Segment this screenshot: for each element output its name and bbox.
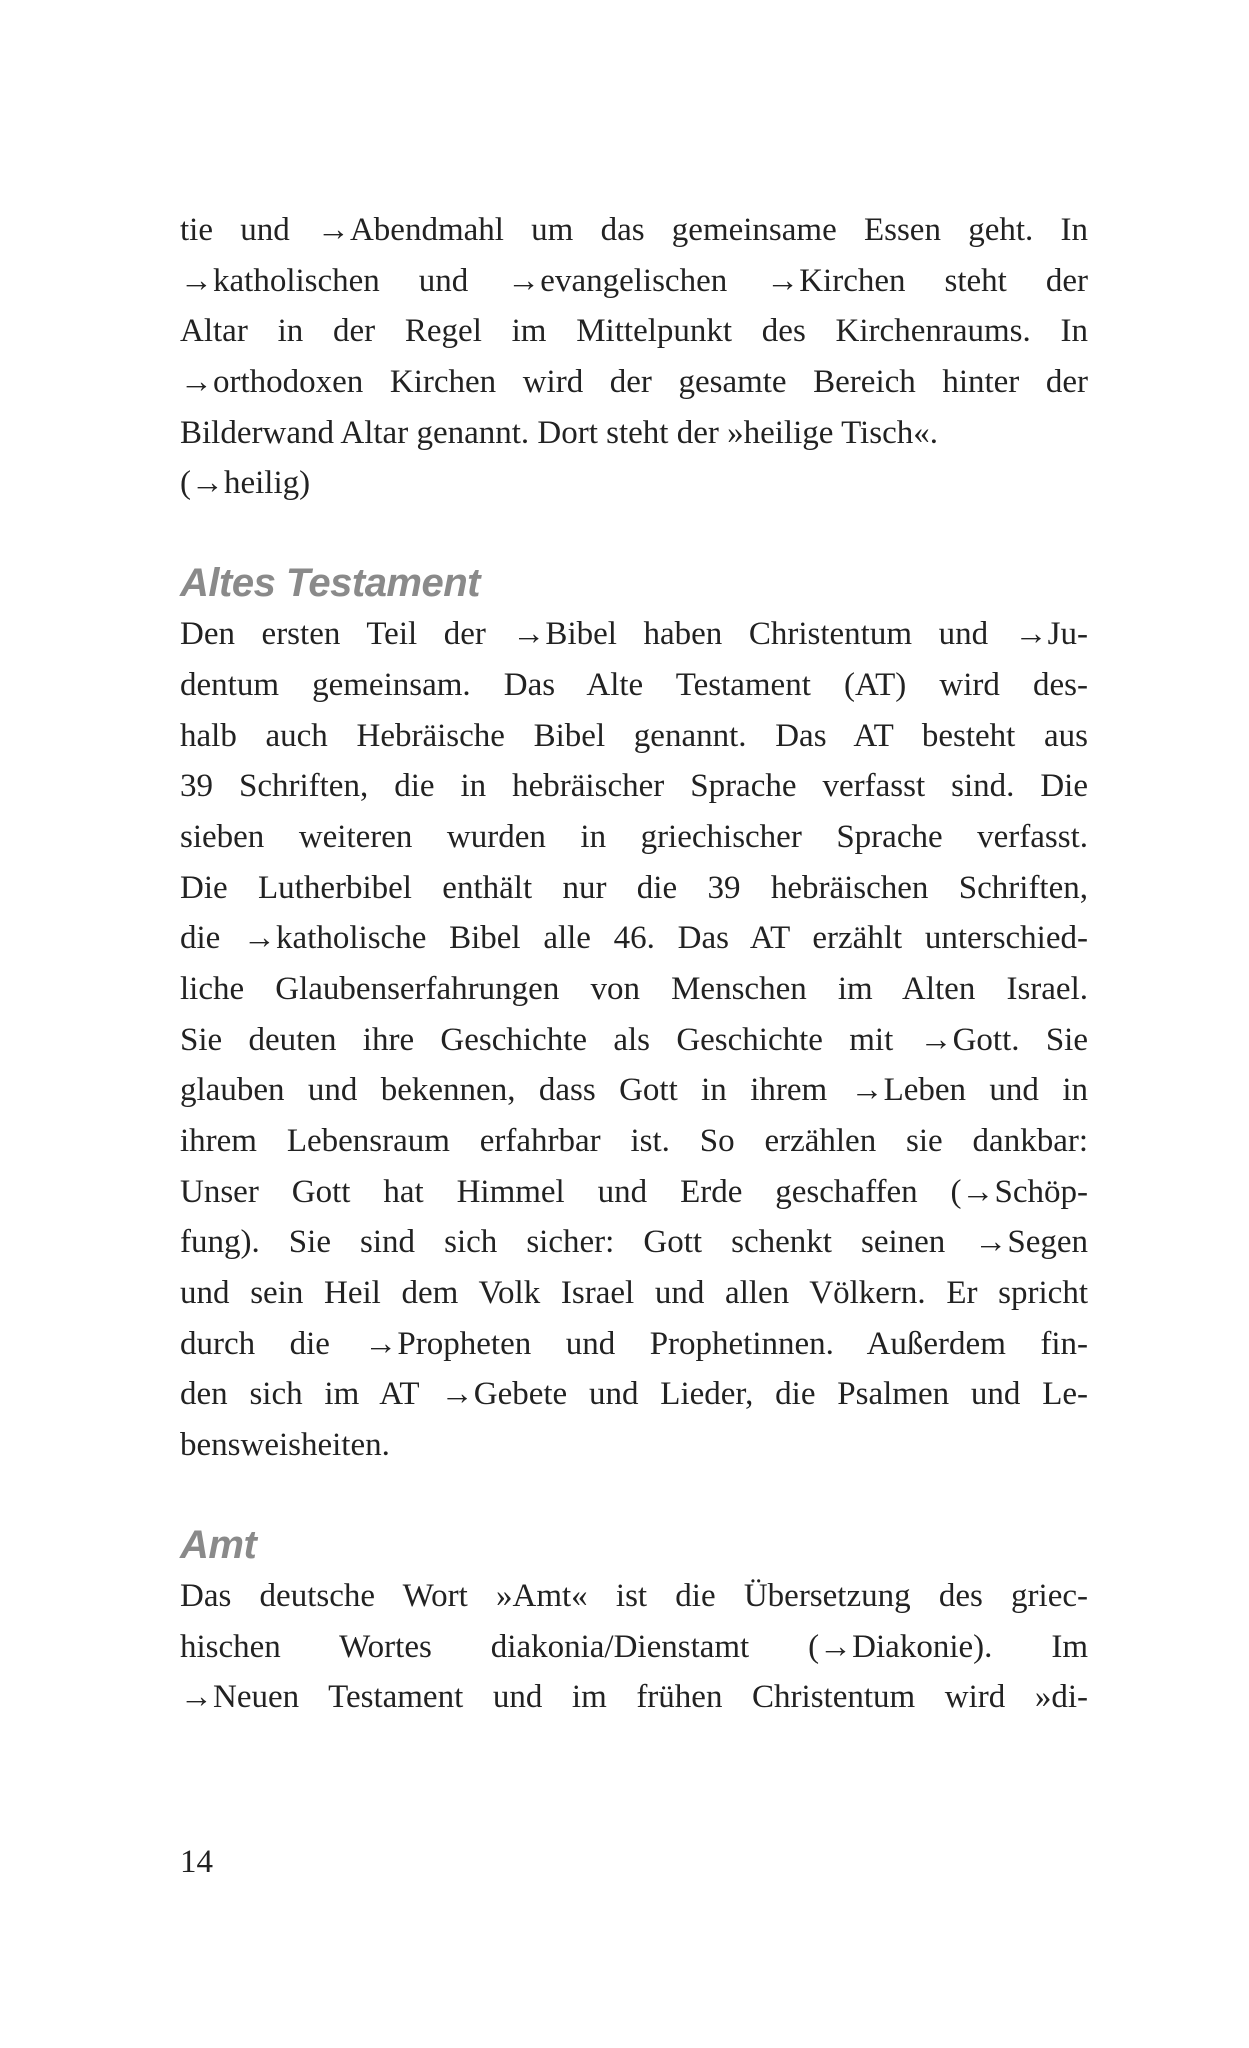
entry-heading: Altes Testament [180, 561, 480, 606]
text-line: Unser Gott hat Himmel und Erde geschaffen (→Schöp- [180, 1173, 1088, 1210]
text-line: halb auch Hebräische Bibel genannt. Das AT besteht aus [180, 717, 1088, 754]
text-line: glauben und bekennen, dass Gott in ihrem →Leben und in [180, 1072, 1088, 1109]
intro-paragraph [180, 205, 1088, 509]
text-line: Das deutsche Wort »Amt« ist die Übersetzung des griec- [180, 1577, 1088, 1614]
text-line: durch die →Propheten und Prophetinnen. Außerdem fin- [180, 1325, 1088, 1362]
text-line: hischen Wortes diakonia/Dienstamt (→Diakonie). Im [180, 1628, 1088, 1665]
text-line: liche Glaubenserfahrungen von Menschen im Alten Israel. [180, 970, 1088, 1007]
text-line: den sich im AT →Gebete und Lieder, die Psalmen und Le- [180, 1376, 1088, 1413]
text-line: sieben weiteren wurden in griechischer Sprache verfasst. [180, 818, 1088, 855]
text-line: (→heilig) [180, 465, 311, 502]
text-line: Die Lutherbibel enthält nur die 39 hebräischen Schriften, [180, 869, 1088, 906]
text-line: dentum gemeinsam. Das Alte Testament (AT) wird des- [180, 666, 1088, 703]
text-line: bensweisheiten. [180, 1427, 390, 1464]
text-line: →katholischen und →evangelischen →Kirchen steht der [180, 262, 1088, 299]
text-line: Sie deuten ihre Geschichte als Geschichte mit →Gott. Sie [180, 1021, 1088, 1058]
entry-altes-testament [180, 557, 1088, 1471]
text-line: 39 Schriften, die in hebräischer Sprache verfasst sind. Die [180, 768, 1088, 805]
page-body [180, 205, 1088, 1723]
text-line: tie und →Abendmahl um das gemeinsame Essen geht. In [180, 212, 1088, 248]
text-line: Den ersten Teil der →Bibel haben Christentum und →Ju- [180, 616, 1088, 653]
entry-amt [180, 1519, 1088, 1723]
text-line: die →katholische Bibel alle 46. Das AT erzählt unterschied- [180, 920, 1088, 957]
entry-heading: Amt [180, 1522, 257, 1567]
text-line: Altar in der Regel im Mittelpunkt des Kirchenraums. In [180, 313, 1088, 350]
page-number: 14 [180, 1844, 213, 1880]
text-line: →Neuen Testament und im frühen Christentum wird »di- [180, 1679, 1088, 1716]
text-line: und sein Heil dem Volk Israel und allen Völkern. Er spricht [180, 1275, 1088, 1312]
text-line: →orthodoxen Kirchen wird der gesamte Bereich hinter der [180, 364, 1088, 401]
text-line: ihrem Lebensraum erfahrbar ist. So erzählen sie dankbar: [180, 1123, 1088, 1159]
text-line: fung). Sie sind sich sicher: Gott schenkt seinen →Segen [180, 1224, 1088, 1261]
text-line: Bilderwand Altar genannt. Dort steht der »heilige Tisch«. [180, 414, 938, 451]
